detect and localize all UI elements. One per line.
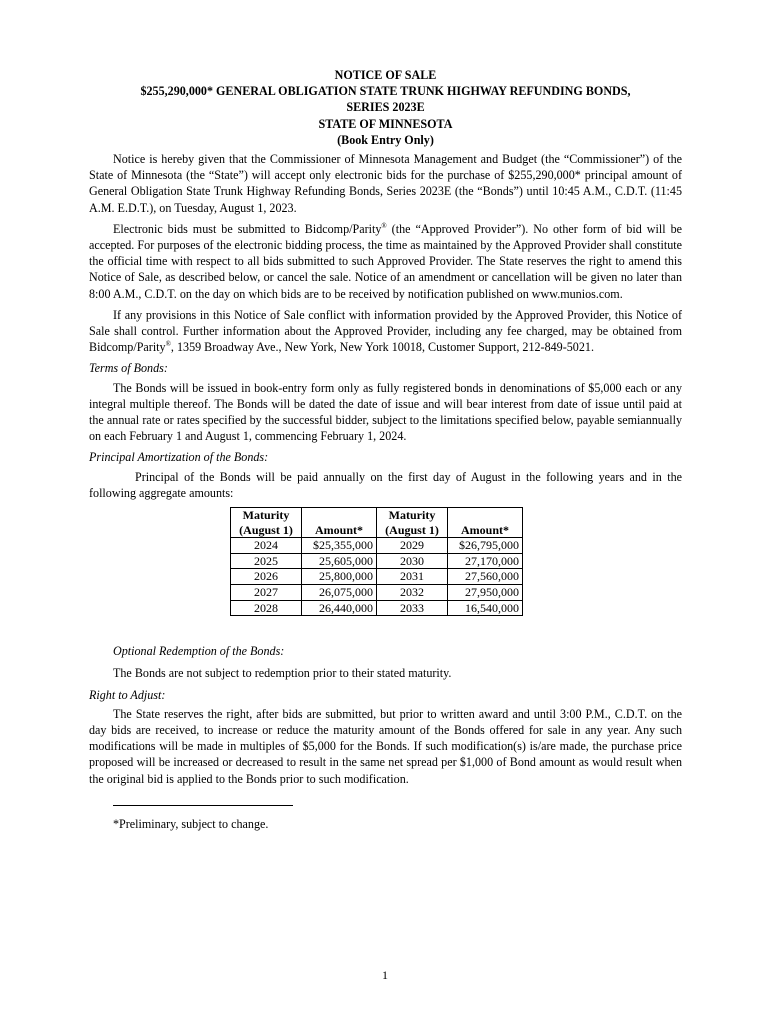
provider-text-end: , 1359 Broadway Ave., New York, New York 10018, Customer Support, 212-849-5021.: [170, 340, 594, 355]
provider-paragraph: [89, 307, 682, 356]
maturity-year: 2027: [231, 585, 302, 601]
electronic-bids-paragraph: [89, 221, 682, 302]
electronic-bids-text-start: Electronic bids must be submitted to Bidcomp/Parity: [113, 221, 382, 236]
amount-header-1: Amount*: [302, 508, 377, 538]
table-row: [231, 569, 523, 585]
maturity-amount: $25,355,000: [302, 538, 377, 554]
maturity-amount: $26,795,000: [448, 538, 523, 554]
terms-paragraph: The Bonds will be issued in book-entry form only as fully registered bonds in denominations of $5,000 each or any integral multiple thereof. The Bonds will be dated the date of issue and will bear interest from date of issue until paid at the annual rate or rates specified by the successful bidder, subject to the limitations specified below, payable semiannually on each February 1 and August 1, commencing February 1, 2024.: [89, 380, 682, 444]
maturity-year: 2025: [231, 553, 302, 569]
maturity-header-2: Maturity (August 1): [377, 508, 448, 538]
maturity-amount: 27,170,000: [448, 553, 523, 569]
table-row: [231, 553, 523, 569]
table-row: [231, 585, 523, 601]
maturity-amount: 25,800,000: [302, 569, 377, 585]
title-line-book-entry: (Book Entry Only): [337, 132, 434, 147]
title-line-state: STATE OF MINNESOTA: [318, 116, 453, 131]
maturity-year: 2028: [231, 600, 302, 616]
provider-text-start: If any provisions in this Notice of Sale conflict with information provided by the Approved Provider, this Notice of Sale shall control. Further information about the Approved Provider, including any fee charged, may be obtained from Bidcomp/Parity: [89, 307, 682, 355]
maturity-amount: 25,605,000: [302, 553, 377, 569]
maturity-header-1: Maturity (August 1): [231, 508, 302, 538]
maturity-year: 2032: [377, 585, 448, 601]
maturity-amount: 27,560,000: [448, 569, 523, 585]
table-row: [231, 538, 523, 554]
registered-mark: ®: [165, 340, 171, 349]
maturity-amount: 27,950,000: [448, 585, 523, 601]
table-row: [231, 600, 523, 616]
maturity-amount: 26,075,000: [302, 585, 377, 601]
maturity-table: [230, 507, 523, 616]
maturity-year: 2033: [377, 600, 448, 616]
maturity-amount: 26,440,000: [302, 600, 377, 616]
maturity-year: 2030: [377, 553, 448, 569]
amortization-heading: Principal Amortization of the Bonds:: [89, 450, 269, 465]
maturity-amount: 16,540,000: [448, 600, 523, 616]
intro-paragraph: Notice is hereby given that the Commissioner of Minnesota Management and Budget (the “Commissioner”) of the State of Minnesota (the “State”) will accept only electronic bids for the purchase of $255,290,000* principal amount of General Obligation State Trunk Highway Refunding Bonds, Series 2023E (the “Bonds”) until 10:45 A.M., C.D.T. (11:45 A.M. E.D.T.), on Tuesday, August 1, 2023.: [89, 152, 682, 215]
page-number: 1: [382, 968, 388, 982]
maturity-year: 2024: [231, 538, 302, 554]
title-line-series: SERIES 2023E: [346, 100, 425, 115]
amortization-paragraph: Principal of the Bonds will be paid annually on the first day of August in the following years and in the following aggregate amounts:: [89, 469, 682, 500]
redemption-paragraph: The Bonds are not subject to redemption prior to their stated maturity.: [113, 666, 452, 681]
title-line-notice: NOTICE OF SALE: [334, 68, 437, 82]
adjust-paragraph: The State reserves the right, after bids are submitted, but prior to written award and until 3:00 P.M., C.D.T. on the day bids are received, to increase or reduce the maturity amount of the Bonds offered for sale in any year. Any such modifications will be made in multiples of $5,000 for the Bonds. If such modification(s) is/are made, the purchase price proposed will be increased or decreased to result in the same net spread per $1,000 of Bond amount as would result when the original bid is applied to the Bonds prior to such modification.: [89, 706, 682, 786]
footnote-divider: [113, 805, 293, 806]
document-page: [89, 67, 682, 832]
document-title: [89, 67, 682, 148]
electronic-bids-text-end: (the “Approved Provider”). No other form of bid will be accepted. For purposes of the electronic bidding process, the time as maintained by the Approved Provider shall constitute the official time with respect to all bids submitted to such Approved Provider. The State reserves the right to amend this Notice of Sale, as described below, or cancel the sale. Notice of an amendment or cancellation will be given no later than 8:00 A.M., C.D.T. on the day on which bids are to be received by notification published on www.munios.com.: [89, 221, 682, 301]
registered-mark: ®: [381, 221, 387, 230]
maturity-year: 2026: [231, 569, 302, 585]
footnote: *Preliminary, subject to change.: [113, 816, 269, 831]
redemption-heading: Optional Redemption of the Bonds:: [113, 644, 285, 659]
maturity-table-header: [231, 508, 523, 538]
title-line-bonds: $255,290,000* GENERAL OBLIGATION STATE TRUNK HIGHWAY REFUNDING BONDS,: [140, 84, 631, 99]
maturity-year: 2031: [377, 569, 448, 585]
spacer: [89, 616, 682, 643]
adjust-heading: Right to Adjust:: [89, 687, 166, 702]
terms-heading: Terms of Bonds:: [89, 361, 168, 376]
maturity-year: 2029: [377, 538, 448, 554]
amount-header-2: Amount*: [448, 508, 523, 538]
